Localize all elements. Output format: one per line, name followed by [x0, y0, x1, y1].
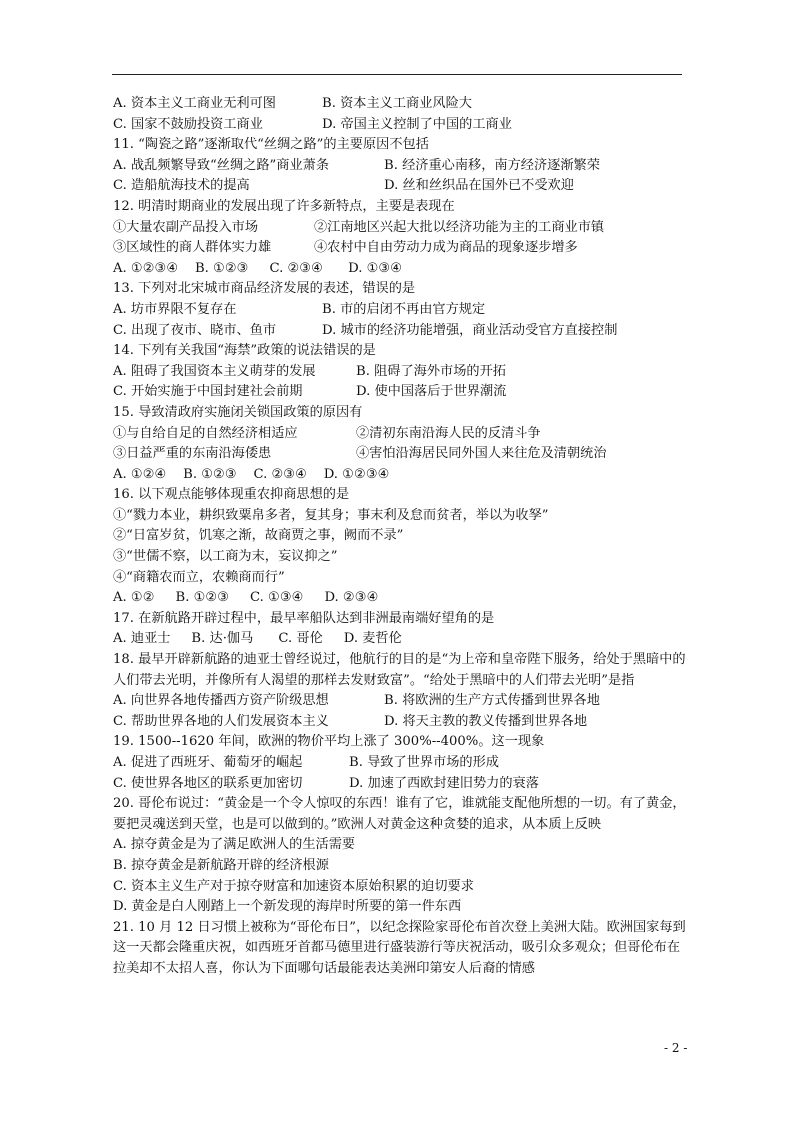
q11-option-a: A. 战乱频繁导致“丝绸之路”商业萧条: [113, 157, 330, 173]
q10-option-c: C. 国家不鼓励投资工商业: [113, 116, 263, 132]
q12-statement-2: ②江南地区兴起大批以经济功能为主的工商业市镇: [314, 219, 605, 235]
q18-option-b: B. 将欧洲的生产方式传播到世界各地: [384, 693, 600, 709]
q13-option-d: D. 城市的经济功能增强，商业活动受官方直接控制: [322, 322, 618, 338]
question-21-stem: 21. 10 月 12 日习惯上被称为“哥伦布日”，以纪念探险家哥伦布首次登上美洲大陆。欧洲国家每到这一天都会隆重庆祝，如西班牙首都马德里进行盛装游行等庆祝活动，吸引众多观众；但哥伦布在拉美却不太招人喜，你认为下面哪句话最能表达美洲印第安人后裔的情感: [113, 919, 686, 976]
question-16-options: A. ①② B. ①②③ C. ①③④ D. ②③④: [113, 590, 379, 606]
question-15-options: A. ①②④ B. ①②③ C. ②③④ D. ①②③④: [113, 466, 390, 482]
question-18-options-ab: [113, 691, 688, 712]
q19-option-a: A. 促进了西班牙、葡萄牙的崛起: [113, 755, 303, 770]
question-17-stem: 17. 在新航路开辟过程中，最早率船队达到非洲最南端好望角的是: [113, 610, 495, 626]
question-11-options-cd: [113, 176, 688, 197]
q15-statement-4: ④害怕沿海居民同外国人来往危及清朝统治: [356, 446, 607, 462]
question-15-statements-12: [113, 424, 688, 445]
q16-statement-2: ②“日富岁贫，饥寒之渐，故商贾之事，阙而不录”: [113, 528, 404, 544]
q10-option-b: B. 资本主义工商业风险大: [322, 96, 472, 111]
header-rule: [112, 74, 682, 75]
question-13-options-cd: [113, 321, 688, 342]
question-19-options-cd: [113, 774, 688, 795]
question-17-options: A. 迪亚士 B. 达·伽马 C. 哥伦 D. 麦哲伦: [113, 631, 402, 647]
question-20-stem: 20. 哥伦布说过：“黄金是一个令人惊叹的东西！谁有了它，谁就能支配他所想的一切。有了黄金，要把灵魂送到天堂，也是可以做到的。”欧洲人对黄金这种贪婪的追求，从本质上反映: [113, 796, 686, 832]
q14-option-c: C. 开始实施于中国封建社会前期: [113, 384, 303, 400]
question-12-stem: 12. 明清时期商业的发展出现了许多新特点，主要是表现在: [113, 198, 455, 214]
question-18-options-cd: [113, 712, 688, 733]
question-16-stem: 16. 以下观点能够体现重农抑商思想的是: [113, 487, 350, 503]
question-10-options-cd: [113, 115, 688, 136]
exam-page-content: [113, 94, 688, 980]
q19-option-d: D. 加速了西欧封建旧势力的衰落: [349, 775, 539, 791]
q18-option-d: D. 将天主教的教义传播到世界各地: [384, 713, 588, 729]
question-11-options-ab: [113, 156, 688, 177]
question-14-options-cd: [113, 382, 688, 403]
question-15-stem: 15. 导致清政府实施闭关锁国政策的原因有: [113, 404, 363, 420]
question-11-stem: 11. “陶瓷之路”逐渐取代“丝绸之路”的主要原因不包括: [113, 137, 429, 153]
q12-statement-4: ④农村中自由劳动力成为商品的现象逐步增多: [314, 240, 578, 256]
q15-statement-1: ①与自给自足的自然经济相适应: [113, 425, 298, 441]
q16-statement-4: ④“商籍农而立，农赖商而行”: [113, 569, 285, 585]
question-12-statements-12: [113, 218, 688, 239]
question-19-options-ab: [113, 753, 688, 774]
q20-option-b: B. 掠夺黄金是新航路开辟的经济根源: [113, 857, 329, 873]
question-14-stem: 14. 下列有关我国“海禁”政策的说法错误的是: [113, 343, 376, 359]
question-13-options-ab: [113, 300, 688, 321]
q10-option-d: D. 帝国主义控制了中国的工商业: [322, 116, 512, 132]
q13-option-c: C. 出现了夜市、晓市、鱼市: [113, 322, 277, 338]
question-14-options-ab: [113, 362, 688, 383]
q12-statement-1: ①大量农副产品投入市场: [113, 219, 259, 235]
q10-option-a: A. 资本主义工商业无利可图: [113, 96, 276, 111]
q19-option-c: C. 使世界各地区的联系更加密切: [113, 775, 303, 791]
q18-option-c: C. 帮助世界各地的人们发展资本主义: [113, 713, 329, 729]
q11-option-c: C. 造船航海技术的提高: [113, 178, 250, 194]
question-12-options: A. ①②③④ B. ①②③ C. ②③④ D. ①③④: [113, 260, 403, 276]
question-19-stem: 19. 1500--1620 年间，欧洲的物价平均上涨了 300%--400%。这一现象: [113, 734, 545, 750]
q20-option-d: D. 黄金是白人刚踏上一个新发现的海岸时所要的第一件东西: [113, 899, 462, 915]
page-number: - 2 -: [664, 1041, 688, 1055]
question-13-stem: 13. 下列对北宋城市商品经济发展的表述，错误的是: [113, 281, 416, 297]
q11-option-d: D. 丝和丝织品在国外已不受欢迎: [384, 178, 574, 194]
q16-statement-1: ①“戮力本业，耕织致粟帛多者，复其身；事末利及怠而贫者，举以为收孥”: [113, 507, 549, 523]
q11-option-b: B. 经济重心南移，南方经济逐渐繁荣: [384, 157, 600, 173]
q15-statement-3: ③日益严重的东南沿海倭患: [113, 446, 272, 462]
q13-option-b: B. 市的启闭不再由官方规定: [322, 301, 486, 317]
question-15-statements-34: [113, 444, 688, 465]
q18-option-a: A. 向世界各地传播西方资产阶级思想: [113, 693, 329, 709]
q14-option-b: B. 阻碍了海外市场的开拓: [356, 363, 506, 379]
q16-statement-3: ③“世儒不察，以工商为末，妄议抑之”: [113, 549, 338, 565]
question-18-stem: 18. 最早开辟新航路的迪亚士曾经说过，他航行的目的是“为上帝和皇帝陛下服务，给处于黑暗中的人们带去光明，并像所有人渴望的那样去发财致富”。“给处于黑暗中的人们带去光明”是指: [113, 652, 686, 688]
q19-option-b: B. 导致了世界市场的形成: [349, 755, 499, 770]
q15-statement-2: ②清初东南沿海人民的反清斗争: [356, 425, 541, 441]
q20-option-c: C. 资本主义生产对于掠夺财富和加速资本原始积累的迫切要求: [113, 878, 474, 894]
q12-statement-3: ③区域性的商人群体实力雄: [113, 240, 272, 256]
q13-option-a: A. 坊市界限不复存在: [113, 301, 237, 317]
question-12-statements-34: [113, 238, 688, 259]
q14-option-d: D. 使中国落后于世界潮流: [356, 384, 507, 400]
q14-option-a: A. 阻碍了我国资本主义萌芽的发展: [113, 363, 316, 379]
question-10-options-ab: [113, 94, 688, 115]
q20-option-a: A. 掠夺黄金是为了满足欧洲人的生活需要: [113, 837, 356, 853]
